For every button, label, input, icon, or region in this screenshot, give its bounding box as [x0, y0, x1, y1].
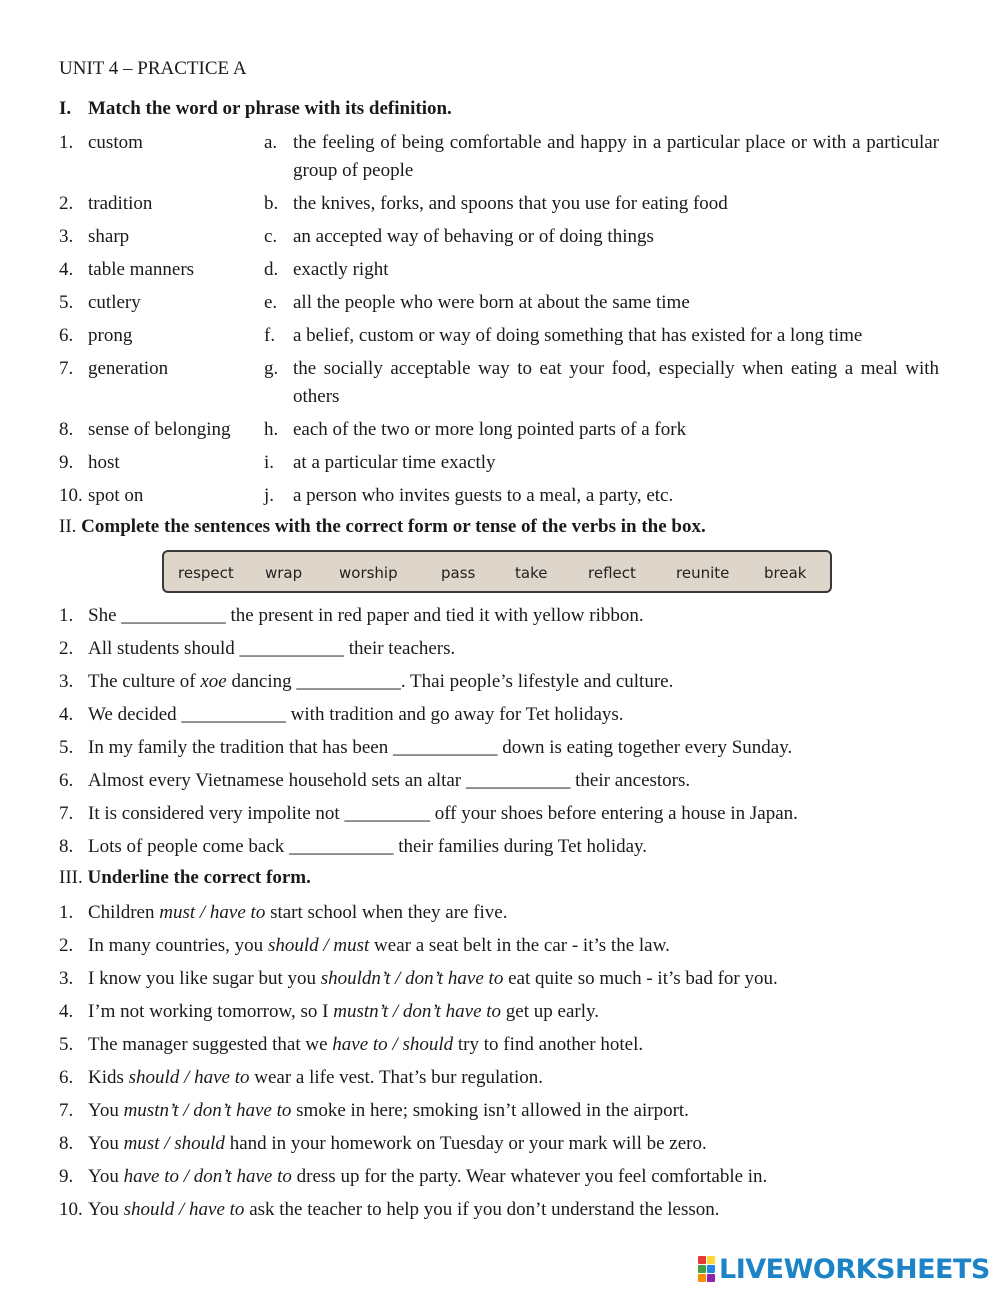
verb-chip: break: [764, 564, 807, 582]
section-1-title: Match the word or phrase with its definition.: [88, 98, 452, 119]
item-number: 8.: [59, 836, 74, 857]
choice-options[interactable]: should / must: [267, 935, 370, 956]
verb-chip: respect: [178, 564, 234, 582]
item-number: 6.: [59, 325, 74, 346]
choice-options[interactable]: have to / should: [332, 1034, 454, 1055]
definition-text: a person who invites guests to a meal, a party, etc.: [293, 485, 674, 506]
sentence-text: Kids should / have to wear a life vest. That’s bur regulation.: [88, 1067, 544, 1088]
definition-letter: g.: [264, 358, 279, 379]
section-1-number: I.: [59, 98, 72, 119]
sentence-text: Children must / have to start school when they are five.: [88, 902, 508, 923]
item-number: 9.: [59, 1166, 74, 1187]
item-number: 7.: [59, 803, 74, 824]
liveworksheets-logo[interactable]: [698, 1254, 990, 1284]
sentence-text: She ___________ the present in red paper and tied it with yellow ribbon.: [88, 605, 644, 626]
sentence-text: In many countries, you should / must wear a seat belt in the car - it’s the law.: [88, 935, 670, 956]
definition-text: all the people who were born at about the same time: [293, 292, 690, 313]
italic-word: xoe: [200, 671, 227, 692]
item-number: 4.: [59, 1001, 74, 1022]
section-2-title: Complete the sentences with the correct form or tense of the verbs in the box.: [81, 516, 706, 537]
page-title: UNIT 4 – PRACTICE A: [59, 58, 247, 79]
verb-chip: reflect: [588, 564, 636, 582]
sentence-text: The manager suggested that we have to / should try to find another hotel.: [88, 1034, 644, 1055]
match-word: generation: [88, 358, 169, 379]
match-word: table manners: [88, 259, 195, 280]
choice-options[interactable]: should / have to: [123, 1199, 245, 1220]
item-number: 5.: [59, 1034, 74, 1055]
choice-options[interactable]: should / have to: [128, 1067, 250, 1088]
section-3-heading: [59, 867, 311, 889]
choice-options[interactable]: must / have to: [159, 902, 266, 923]
item-number: 2.: [59, 935, 74, 956]
item-number: 3.: [59, 671, 74, 692]
item-number: 8.: [59, 419, 74, 440]
sentence-text: All students should ___________ their teachers.: [88, 638, 456, 659]
verb-chip: take: [515, 564, 548, 582]
verb-chip: reunite: [676, 564, 730, 582]
item-number: 2.: [59, 638, 74, 659]
choice-options[interactable]: must / should: [123, 1133, 225, 1154]
verb-box: [162, 550, 832, 593]
match-word: cutlery: [88, 292, 141, 313]
definition-text: the feeling of being comfortable and happy in a particular place or with a particular group of people: [293, 132, 939, 181]
definition-text: exactly right: [293, 259, 389, 280]
sentence-text: Lots of people come back ___________ their families during Tet holiday.: [88, 836, 648, 857]
definition-letter: i.: [264, 452, 275, 473]
item-number: 7.: [59, 358, 74, 379]
sentence-text: Almost every Vietnamese household sets an altar ___________ their ancestors.: [88, 770, 691, 791]
definition-letter: j.: [264, 485, 275, 506]
sentence-text: The culture of xoe dancing ___________. Thai people’s lifestyle and culture.: [88, 671, 674, 692]
section-2-number: II.: [59, 516, 77, 537]
choice-options[interactable]: mustn’t / don’t have to: [333, 1001, 502, 1022]
item-number: 4.: [59, 259, 74, 280]
match-word: sharp: [88, 226, 130, 247]
brand-name: LIVEWORKSHEETS: [719, 1253, 990, 1285]
sentence-text: In my family the tradition that has been ___________ down is eating together every Sunday.: [88, 737, 793, 758]
item-number: 10.: [59, 1199, 83, 1220]
logo-blocks-icon: [698, 1256, 715, 1282]
choice-options[interactable]: have to / don’t have to: [123, 1166, 292, 1187]
item-number: 7.: [59, 1100, 74, 1121]
item-number: 1.: [59, 902, 74, 923]
definition-text: the socially acceptable way to eat your food, especially when eating a meal with others: [293, 358, 939, 407]
item-number: 1.: [59, 605, 74, 626]
item-number: 4.: [59, 704, 74, 725]
definition-text: a belief, custom or way of doing something that has existed for a long time: [293, 325, 863, 346]
verb-chip: pass: [441, 564, 476, 582]
definition-letter: b.: [264, 193, 279, 214]
sentence-text: I’m not working tomorrow, so I mustn’t / don’t have to get up early.: [88, 1001, 599, 1022]
item-number: 5.: [59, 292, 74, 313]
item-number: 5.: [59, 737, 74, 758]
section-3-number: III.: [59, 867, 83, 888]
item-number: 6.: [59, 770, 74, 791]
definition-letter: a.: [264, 132, 278, 153]
definition-text: at a particular time exactly: [293, 452, 496, 473]
item-number: 9.: [59, 452, 74, 473]
item-number: 3.: [59, 226, 74, 247]
definition-text: an accepted way of behaving or of doing things: [293, 226, 654, 247]
match-word: spot on: [88, 485, 144, 506]
choice-options[interactable]: mustn’t / don’t have to: [123, 1100, 292, 1121]
verb-chip: wrap: [265, 564, 303, 582]
item-number: 6.: [59, 1067, 74, 1088]
definition-letter: h.: [264, 419, 279, 440]
sentence-text: You mustn’t / don’t have to smoke in here; smoking isn’t allowed in the airport.: [88, 1100, 689, 1121]
sentence-text: It is considered very impolite not _________ off your shoes before entering a house in Japan.: [88, 803, 798, 824]
definition-letter: e.: [264, 292, 278, 313]
choice-options[interactable]: shouldn’t / don’t have to: [320, 968, 504, 989]
definition-letter: f.: [264, 325, 276, 346]
match-word: custom: [88, 132, 143, 153]
sentence-text: You should / have to ask the teacher to help you if you don’t understand the lesson.: [88, 1199, 720, 1220]
section-1-heading: [59, 98, 452, 120]
section-2-heading: [59, 516, 706, 538]
definition-letter: c.: [264, 226, 278, 247]
definition-text: the knives, forks, and spoons that you use for eating food: [293, 193, 728, 214]
item-number: 1.: [59, 132, 74, 153]
match-word: sense of belonging: [88, 419, 231, 440]
match-word: host: [88, 452, 120, 473]
match-word: prong: [88, 325, 133, 346]
item-number: 8.: [59, 1133, 74, 1154]
sentence-text: You have to / don’t have to dress up for the party. Wear whatever you feel comfortable in.: [88, 1166, 768, 1187]
match-word: tradition: [88, 193, 153, 214]
section-3-title: Underline the correct form.: [87, 867, 311, 888]
item-number: 2.: [59, 193, 74, 214]
sentence-text: You must / should hand in your homework on Tuesday or your mark will be zero.: [88, 1133, 707, 1154]
item-number: 10.: [59, 485, 83, 506]
definition-letter: d.: [264, 259, 279, 280]
definition-text: each of the two or more long pointed parts of a fork: [293, 419, 687, 440]
sentence-text: I know you like sugar but you shouldn’t / don’t have to eat quite so much - it’s bad for you.: [88, 968, 778, 989]
verb-chip: worship: [339, 564, 398, 582]
sentence-text: We decided ___________ with tradition and go away for Tet holidays.: [88, 704, 624, 725]
item-number: 3.: [59, 968, 74, 989]
